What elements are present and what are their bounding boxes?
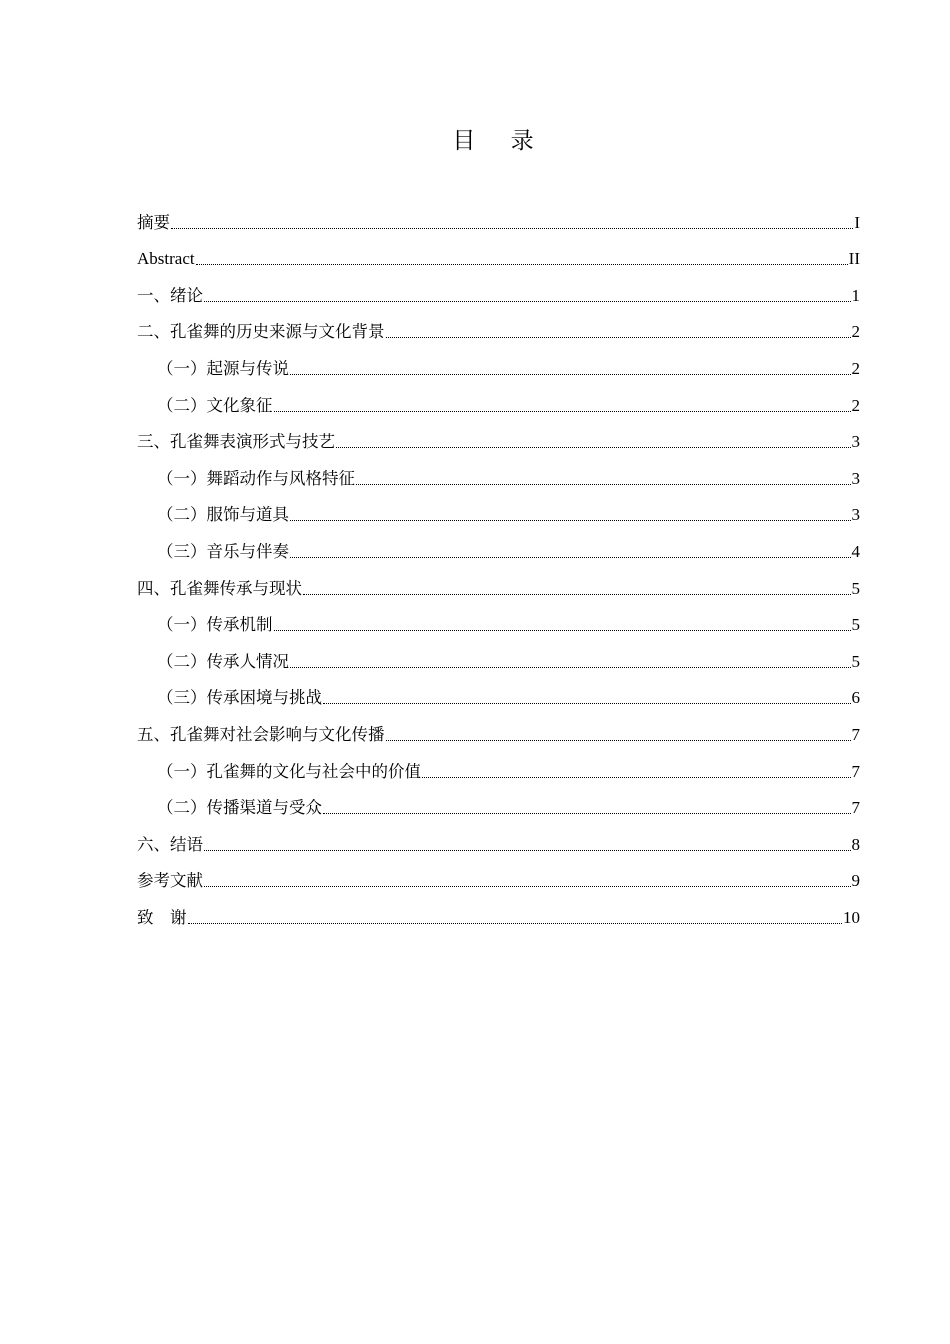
toc-entry-page-number: 3 — [851, 432, 860, 452]
toc-dot-leader — [422, 762, 851, 782]
toc-entry[interactable] — [137, 306, 860, 343]
toc-dot-leader — [356, 469, 851, 489]
toc-entry-label: 摘要 — [137, 212, 170, 232]
toc-entry[interactable] — [137, 196, 860, 233]
toc-dot-leader — [290, 652, 851, 672]
toc-entry[interactable] — [137, 708, 860, 745]
toc-entry-label: （一）起源与传说 — [157, 358, 289, 378]
toc-entry[interactable] — [137, 818, 860, 855]
toc-entry-label: 六、结语 — [137, 834, 203, 854]
toc-dot-leader — [196, 249, 848, 269]
toc-dot-leader — [188, 908, 843, 928]
toc-dot-leader — [336, 432, 851, 452]
toc-entry[interactable] — [137, 342, 860, 379]
toc-entry-page-number: I — [854, 212, 860, 232]
toc-entry[interactable] — [137, 672, 860, 709]
toc-dot-leader — [290, 505, 851, 525]
toc-entry[interactable] — [137, 379, 860, 416]
toc-entry[interactable] — [137, 599, 860, 636]
toc-dot-leader — [323, 688, 851, 708]
toc-entry-page-number: 10 — [843, 907, 860, 927]
toc-entry-page-number: 7 — [851, 724, 860, 744]
toc-entry[interactable] — [137, 562, 860, 599]
toc-entry-label: 五、孔雀舞对社会影响与文化传播 — [137, 724, 385, 744]
toc-entry[interactable] — [137, 416, 860, 453]
toc-dot-leader — [204, 286, 851, 306]
toc-entry-label: （二）文化象征 — [157, 395, 273, 415]
toc-dot-leader — [323, 798, 851, 818]
toc-entry-page-number: 2 — [851, 358, 860, 378]
toc-entry-label: （一）舞蹈动作与风格特征 — [157, 468, 355, 488]
toc-entry-page-number: II — [848, 249, 860, 269]
toc-entry-label: 三、孔雀舞表演形式与技艺 — [137, 432, 335, 452]
toc-dot-leader — [303, 579, 851, 599]
toc-entry[interactable] — [137, 233, 860, 270]
toc-entry-page-number: 5 — [851, 651, 860, 671]
toc-dot-leader — [386, 725, 851, 745]
toc-dot-leader — [204, 871, 851, 891]
toc-entry-label: （三）传承困境与挑战 — [157, 688, 322, 708]
toc-title: 目 录 — [452, 128, 548, 154]
toc-dot-leader — [386, 322, 851, 342]
toc-entry-page-number: 7 — [851, 798, 860, 818]
toc-entry[interactable] — [137, 855, 860, 892]
toc-entry-label: （二）传承人情况 — [157, 651, 289, 671]
toc-entry[interactable] — [137, 782, 860, 819]
toc-entry[interactable] — [137, 745, 860, 782]
toc-entry-label: 一、绪论 — [137, 285, 203, 305]
toc-entry-label: （二）传播渠道与受众 — [157, 798, 322, 818]
toc-dot-leader — [274, 615, 851, 635]
toc-entry[interactable] — [137, 269, 860, 306]
toc-entry-label: （三）音乐与伴奏 — [157, 541, 289, 561]
toc-entry-page-number: 8 — [851, 834, 860, 854]
toc-dot-leader — [290, 359, 851, 379]
toc-entry[interactable] — [137, 489, 860, 526]
toc-entry-label: 四、孔雀舞传承与现状 — [137, 578, 302, 598]
toc-list — [137, 196, 860, 928]
toc-dot-leader — [204, 835, 851, 855]
toc-entry[interactable] — [137, 635, 860, 672]
toc-entry[interactable] — [137, 525, 860, 562]
toc-entry-page-number: 6 — [851, 688, 860, 708]
toc-entry-label: 二、孔雀舞的历史来源与文化背景 — [137, 322, 385, 342]
toc-entry-page-number: 5 — [851, 615, 860, 635]
toc-entry-page-number: 4 — [851, 541, 860, 561]
toc-entry-page-number: 2 — [851, 322, 860, 342]
toc-dot-leader — [290, 542, 851, 562]
toc-entry[interactable] — [137, 452, 860, 489]
toc-entry-page-number: 7 — [851, 761, 860, 781]
toc-entry-label: （一）传承机制 — [157, 615, 273, 635]
toc-entry-page-number: 3 — [851, 468, 860, 488]
toc-dot-leader — [274, 396, 851, 416]
toc-dot-leader — [171, 213, 853, 233]
toc-entry-label: 致 谢 — [137, 907, 187, 927]
toc-entry-label: Abstract — [137, 249, 195, 269]
toc-entry-page-number: 2 — [851, 395, 860, 415]
toc-entry-page-number: 9 — [851, 871, 860, 891]
toc-entry-label: （一）孔雀舞的文化与社会中的价值 — [157, 761, 421, 781]
toc-entry-label: 参考文献 — [137, 871, 203, 891]
toc-entry-label: （二）服饰与道具 — [157, 505, 289, 525]
toc-entry-page-number: 5 — [851, 578, 860, 598]
toc-entry-page-number: 3 — [851, 505, 860, 525]
toc-entry[interactable] — [137, 891, 860, 928]
toc-entry-page-number: 1 — [851, 285, 860, 305]
